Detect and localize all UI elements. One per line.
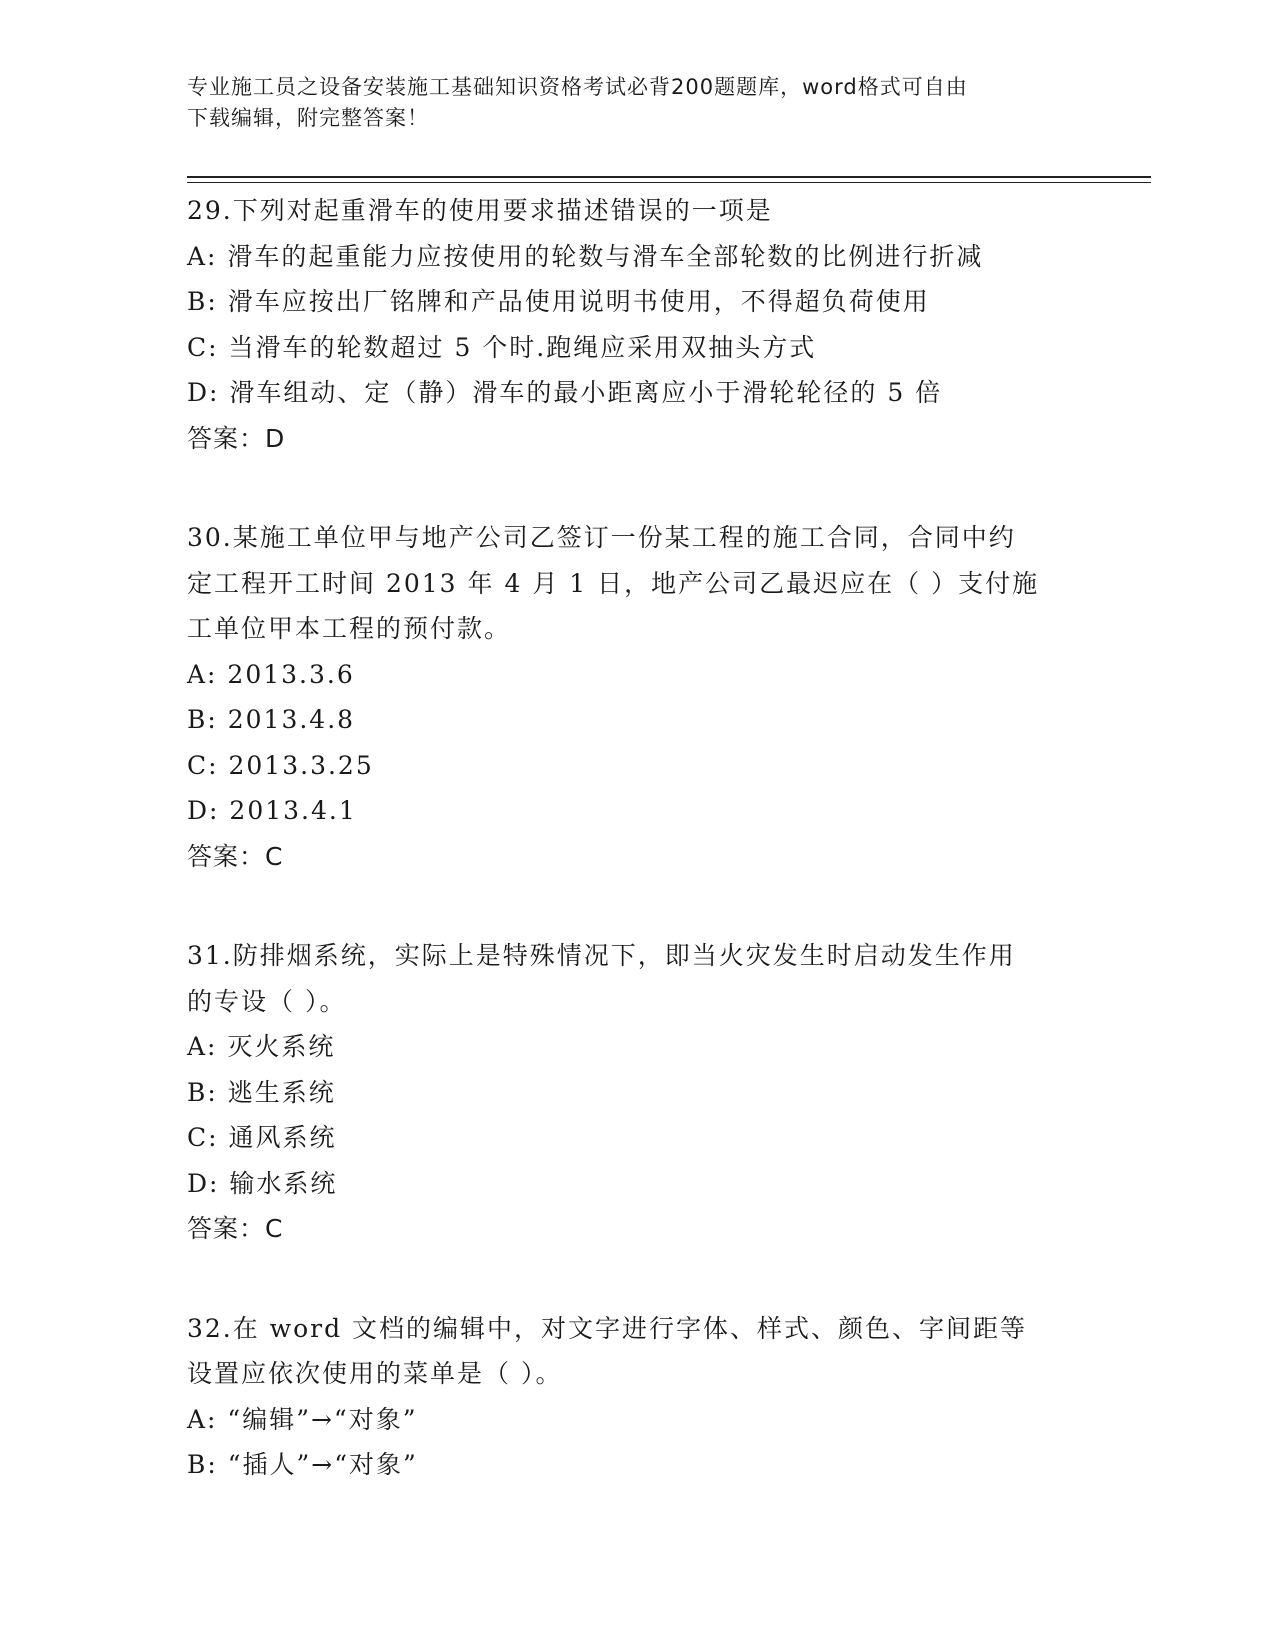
question-29	[187, 188, 1087, 461]
header-divider-thin	[187, 182, 1151, 183]
option-c: C: 通风系统	[187, 1123, 337, 1152]
question-stem: 30.某施工单位甲与地产公司乙签订一份某工程的施工合同，合同中约	[187, 523, 1016, 552]
question-stem: 29.下列对起重滑车的使用要求描述错误的一项是	[187, 196, 773, 225]
option-c: C: 当滑车的轮数超过 5 个时.跑绳应采用双抽头方式	[187, 332, 817, 362]
question-stem: 32.在 word 文档的编辑中，对文字进行字体、样式、颜色、字间距等	[187, 1313, 1028, 1343]
option-d: D: 输水系统	[187, 1168, 338, 1198]
option-b: B: 2013.4.8	[187, 705, 356, 734]
option-a: A: 滑车的起重能力应按使用的轮数与滑车全部轮数的比例进行折减	[187, 241, 984, 271]
header-line-2: 下载编辑，附完整答案！	[187, 106, 429, 130]
option-a: A: 2013.3.6	[187, 659, 355, 689]
answer-line: 答案：D	[187, 423, 286, 453]
question-stem: 的专设（ ）。	[187, 986, 347, 1016]
header-line-1: 专业施工员之设备安装施工基础知识资格考试必背200题题库，word格式可自由	[187, 75, 968, 99]
option-b: B: 滑车应按出厂铭牌和产品使用说明书使用，不得超负荷使用	[187, 287, 930, 316]
option-d: D: 2013.4.1	[187, 796, 357, 825]
option-a: A: “编辑”→“对象”	[187, 1404, 418, 1434]
answer-line: 答案：C	[187, 841, 284, 871]
question-stem: 设置应依次使用的菜单是（ ）。	[187, 1359, 563, 1388]
question-list	[187, 188, 1087, 1542]
header-divider-thick	[187, 176, 1151, 178]
answer-line: 答案：C	[187, 1214, 284, 1243]
question-31	[187, 933, 1087, 1252]
question-stem: 工单位甲本工程的预付款。	[187, 614, 512, 643]
option-d: D: 滑车组动、定（静）滑车的最小距离应小于滑轮轮径的 5 倍	[187, 378, 943, 407]
question-stem: 31.防排烟系统，实际上是特殊情况下，即当火灾发生时启动发生作用	[187, 941, 1016, 970]
option-b: B: “插人”→“对象”	[187, 1450, 418, 1479]
option-a: A: 灭火系统	[187, 1032, 336, 1061]
question-30	[187, 515, 1087, 879]
option-b: B: 逃生系统	[187, 1077, 336, 1107]
option-c: C: 2013.3.25	[187, 750, 374, 780]
page-header	[187, 72, 1067, 134]
question-32	[187, 1306, 1087, 1488]
question-stem: 定工程开工时间 2013 年 4 月 1 日，地产公司乙最迟应在（ ）支付施	[187, 568, 1040, 598]
